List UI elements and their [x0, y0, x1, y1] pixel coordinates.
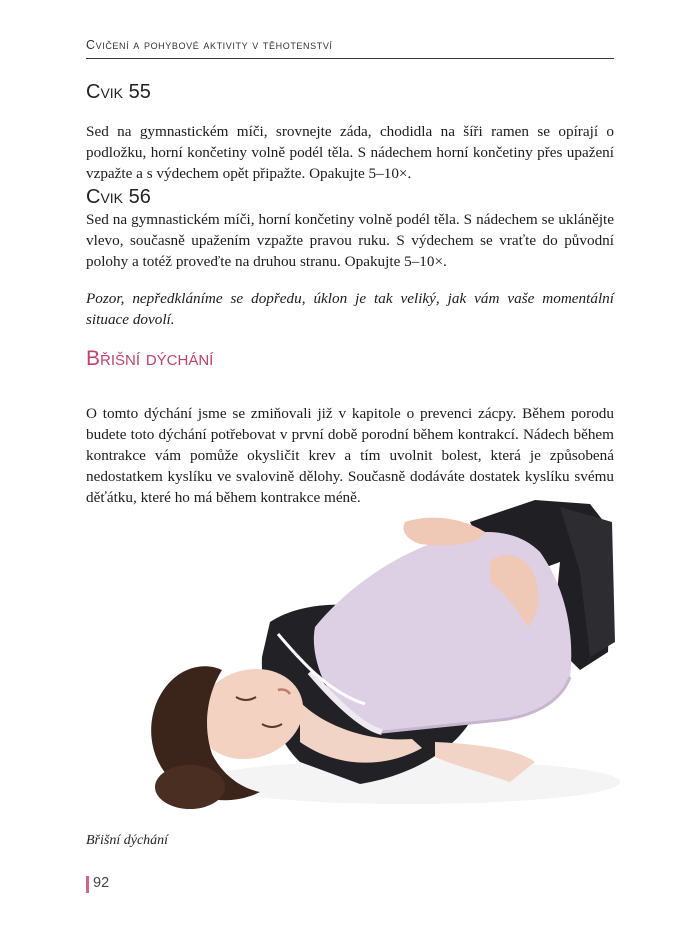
breathing-exercise-photo [150, 492, 620, 822]
exercise-55-title: Cvik 55 [86, 81, 151, 103]
exercise-56-text: Sed na gymnastickém míči, horní končetiny volně podél těla. S nádechem se uklánějte vlevo, současně upažením vzpažte pravou ruku. S výdechem se vraťte do původní polohy a totéž proveďte na druhou stranu. Opakujte 5–10×. [86, 211, 614, 270]
caution-note: Pozor, nepředkláníme se dopředu, úklon je tak veliký, jak vám vaše momentální situace dovolí. [86, 290, 614, 328]
header-rule [86, 58, 614, 59]
chapter-text: O tomto dýchání jsme se zmiňovali již v kapitole o prevenci zácpy. Během porodu budete toto dýchání potřebovat v první době porodní během kontrakcí. Nádech během kontrakce vám pomůže okysličit krev a tím uvolnit bolest, která je způsobená nedostatkem kyslíku ve svalovině dělohy. Současně dodáváte dostatek kyslíku svému děťátku, které ho má během kontrakce méně. [86, 405, 614, 506]
photo-caption: Břišní dýchání [86, 833, 169, 848]
exercise-56-title: Cvik 56 [86, 186, 151, 208]
running-head: Cvičení a pohybové aktivity v těhotenství [86, 38, 333, 52]
page-number: 92 [93, 875, 110, 891]
chapter-title: Břišní dýchání [86, 347, 214, 370]
exercise-55-text: Sed na gymnastickém míči, srovnejte záda, chodidla na šíři ramen se opírají o podložku, horní končetiny volně podél těla. S nádechem horní končetiny přes upažení vzpažte a s výdechem opět připažte. Opakujte 5–10×. [86, 123, 614, 182]
page-number-marker [86, 876, 89, 893]
